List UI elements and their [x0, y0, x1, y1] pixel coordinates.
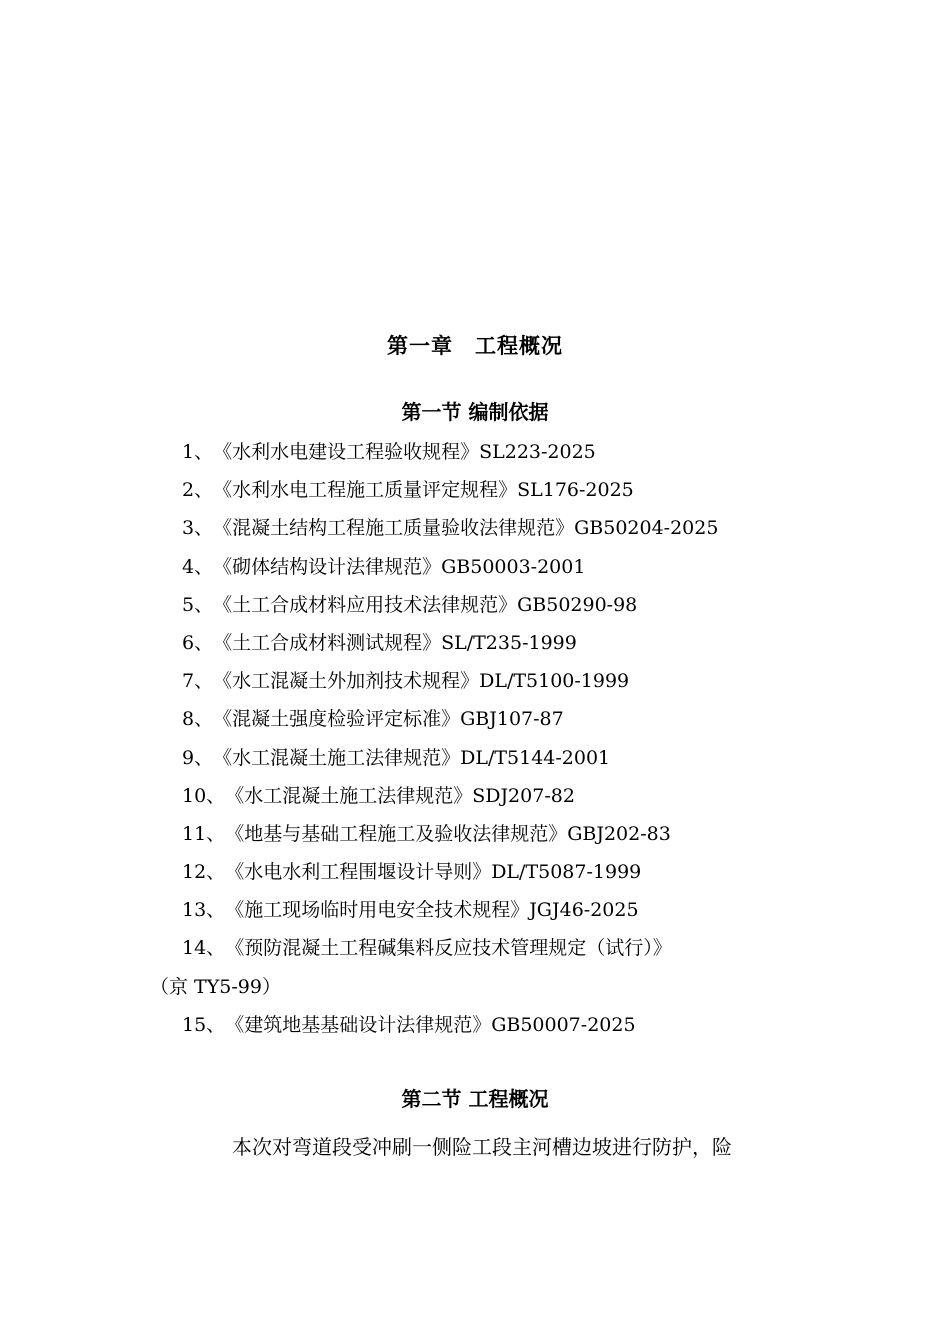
list-item-number: 1、	[182, 441, 214, 463]
list-item-text: 《土工合成材料应用技术法律规范》GB50290-98	[213, 593, 638, 616]
list-item	[150, 586, 850, 624]
list-item	[150, 929, 850, 1005]
list-item	[150, 433, 850, 471]
section-title-basis: 第一节 编制依据	[401, 400, 549, 424]
list-item-number: 10、	[182, 784, 226, 807]
list-item	[150, 815, 850, 853]
list-item-number: 12、	[182, 861, 226, 884]
list-item-text: 《建筑地基基础设计法律规范》GB50007-2025	[225, 1013, 636, 1036]
chapter-title: 第一章 工程概况	[387, 333, 563, 358]
list-item-text: 《混凝土结构工程施工质量验收法律规范》GB50204-2025	[213, 517, 719, 540]
list-item-number: 7、	[182, 670, 214, 693]
list-item-continuation: （京 TY5-99）	[150, 975, 281, 998]
list-item-text: 《水利水电工程施工质量评定规程》SL176-2025	[213, 479, 634, 502]
list-item-text: 《施工现场临时用电安全技术规程》JGJ46-2025	[225, 899, 639, 922]
list-item-number: 6、	[182, 631, 214, 654]
list-item	[150, 853, 850, 891]
overview-paragraph: 本次对弯道段受冲刷一侧险工段主河槽边坡进行防护，险	[232, 1135, 732, 1159]
list-item-text: 《混凝土强度检验评定标准》GBJ107-87	[213, 708, 564, 731]
list-item-text: 《地基与基础工程施工及验收法律规范》GBJ202-83	[225, 822, 671, 845]
list-item-number: 4、	[182, 555, 214, 578]
list-item-number: 11、	[182, 822, 226, 845]
list-item-number: 13、	[182, 899, 226, 922]
list-item-text: 《水工混凝土施工法律规范》SDJ207-82	[225, 784, 575, 807]
list-item	[150, 509, 850, 547]
list-item-text: 《水利水电建设工程验收规程》SL223-2025	[213, 441, 596, 463]
list-item-text: 《水电水利工程围堰设计导则》DL/T5087-1999	[225, 861, 642, 884]
list-item-text: 《水工混凝土外加剂技术规程》DL/T5100-1999	[213, 670, 630, 693]
list-item-number: 2、	[182, 479, 214, 502]
list-item-number: 14、	[182, 937, 226, 960]
list-item	[150, 777, 850, 815]
list-item	[150, 471, 850, 509]
list-item-text: 《土工合成材料测试规程》SL/T235-1999	[213, 631, 577, 654]
list-item	[150, 700, 850, 738]
list-item	[150, 662, 850, 700]
list-item-number: 15、	[182, 1013, 226, 1036]
list-item-text: 《水工混凝土施工法律规范》DL/T5144-2001	[213, 746, 611, 769]
list-item-number: 9、	[182, 746, 214, 769]
list-item-number: 3、	[182, 517, 214, 540]
list-item-number: 8、	[182, 708, 214, 731]
list-item	[150, 1006, 850, 1044]
reference-list	[150, 433, 850, 1044]
section-title-overview: 第二节 工程概况	[401, 1087, 549, 1111]
list-item-text: 《预防混凝土工程碱集料反应技术管理规定（试行）》	[225, 937, 672, 960]
list-item	[150, 739, 850, 777]
list-item	[150, 891, 850, 929]
list-item-number: 5、	[182, 593, 214, 616]
list-item-text: 《砌体结构设计法律规范》GB50003-2001	[213, 555, 586, 578]
list-item	[150, 548, 850, 586]
list-item	[150, 624, 850, 662]
